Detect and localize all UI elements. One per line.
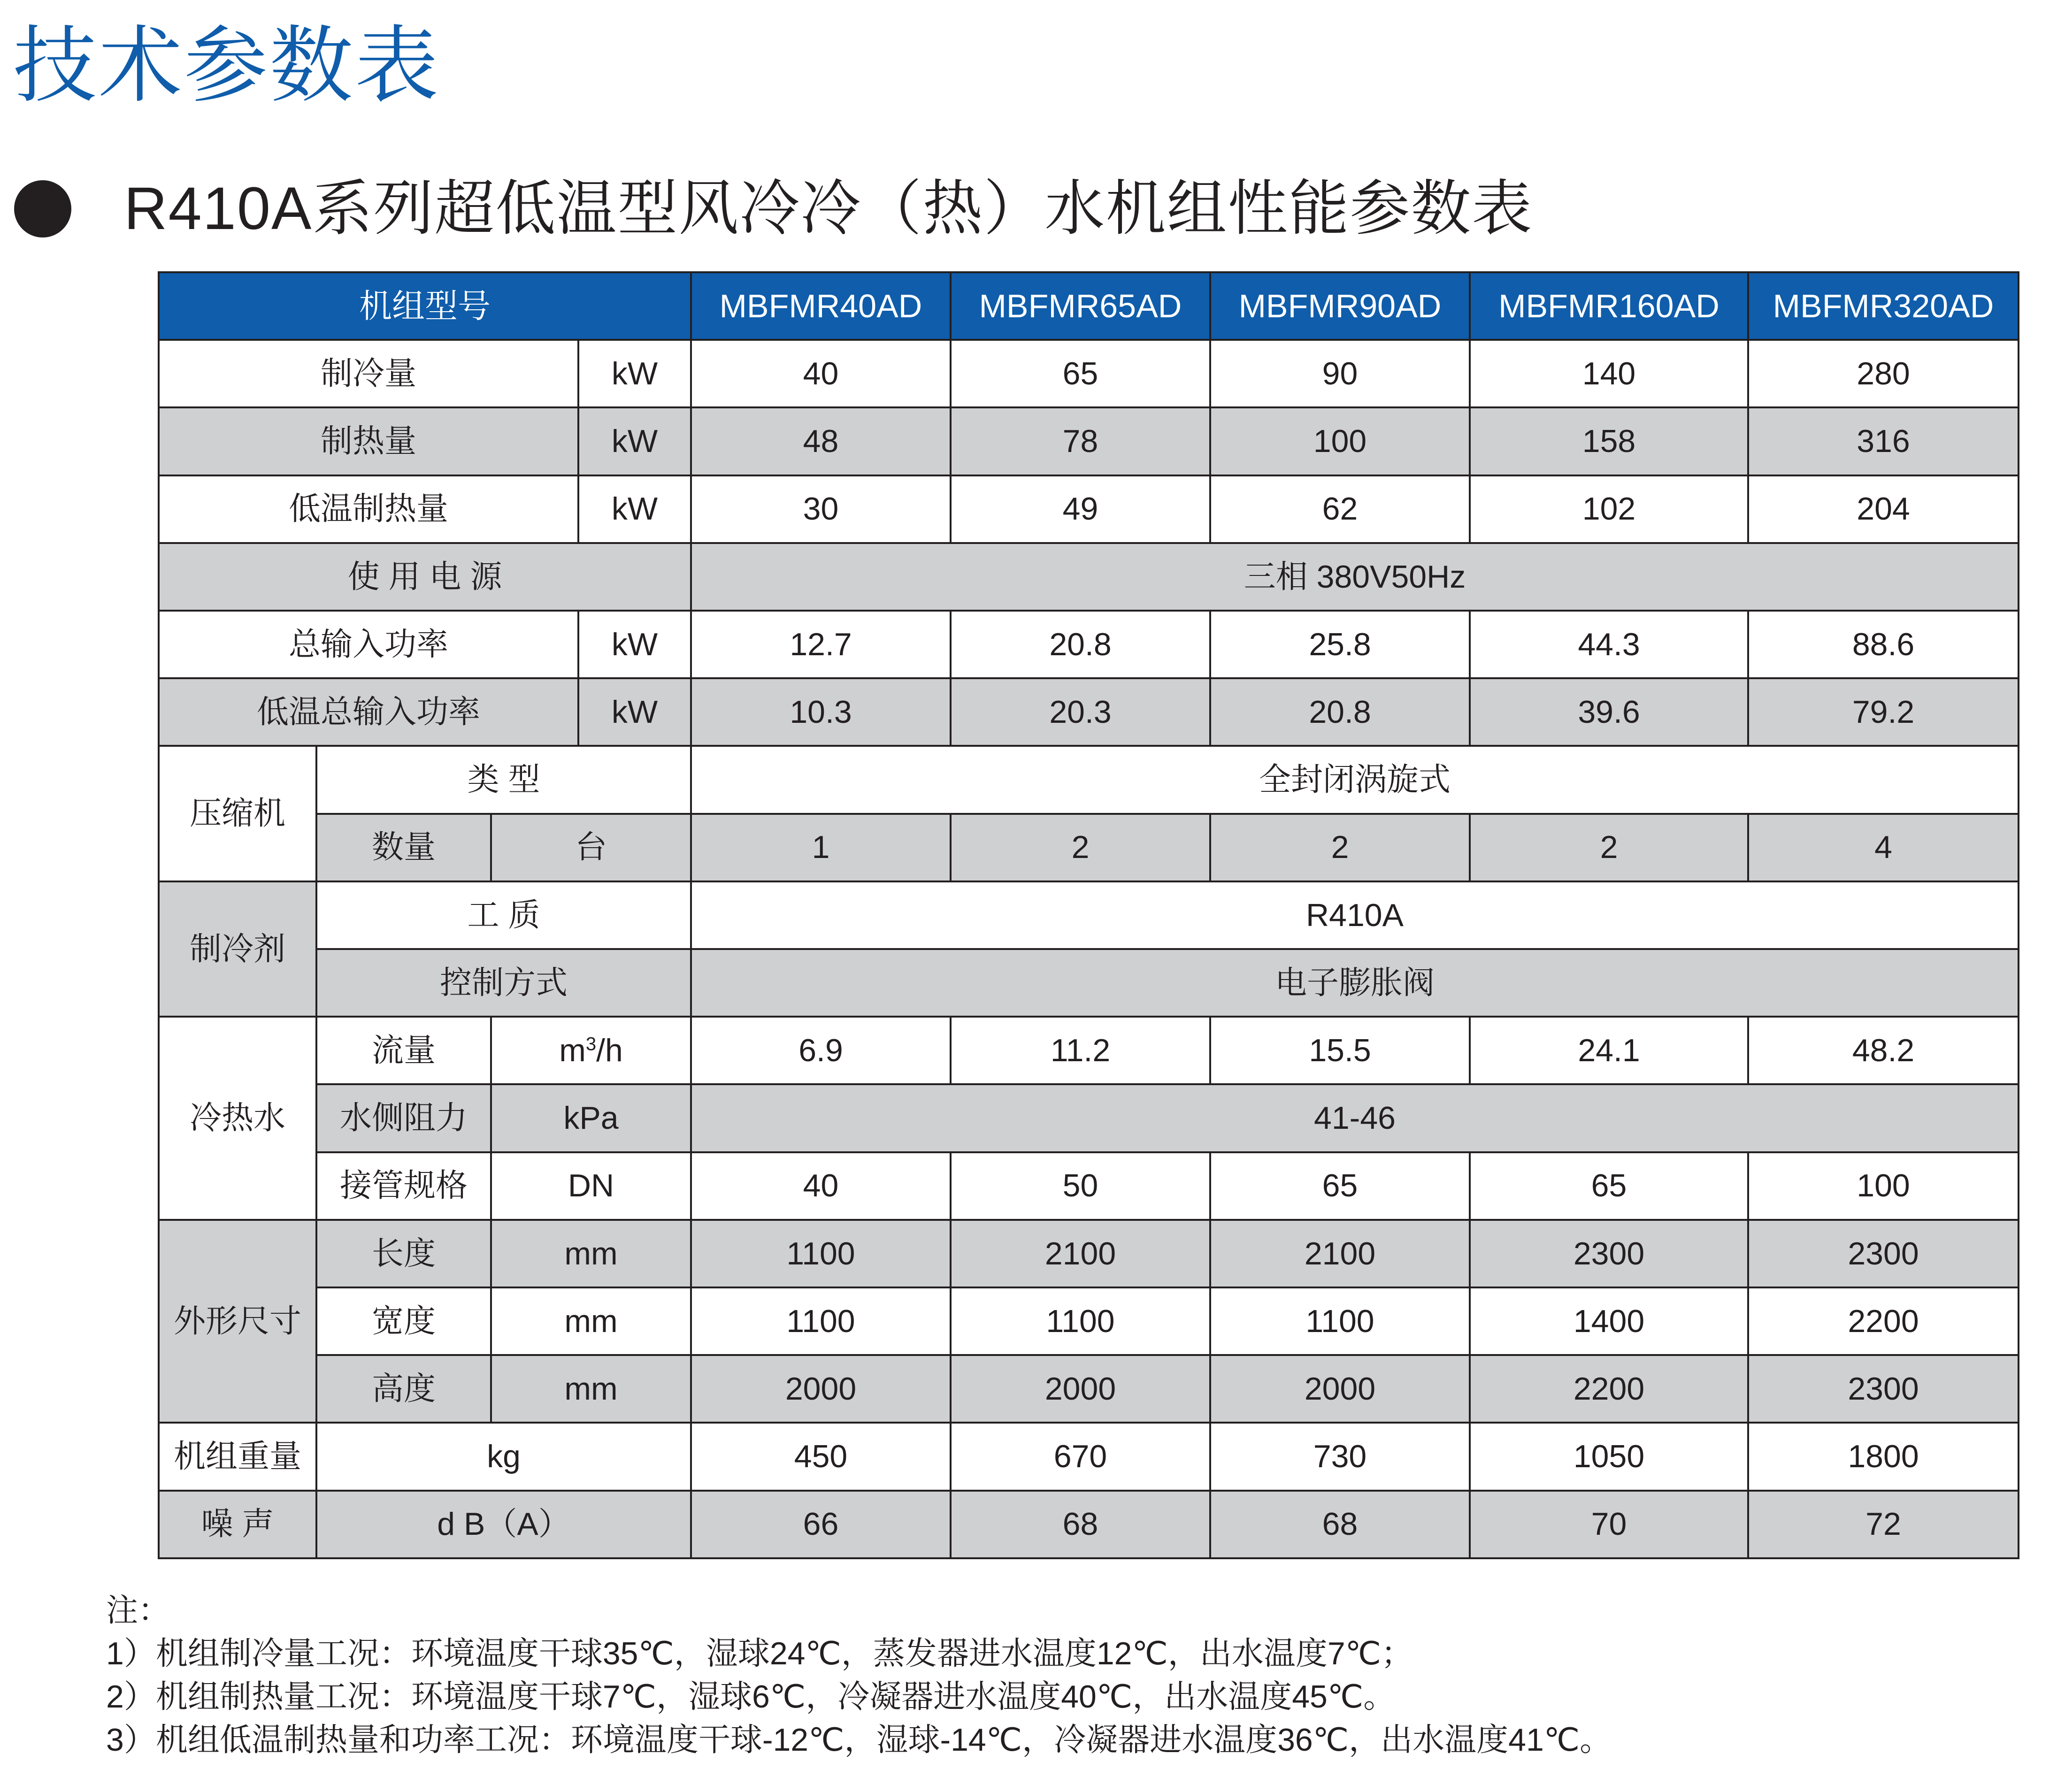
cell: 44.3: [1470, 611, 1748, 678]
row-unit: kW: [578, 340, 691, 407]
cell: 24.1: [1470, 1017, 1748, 1084]
row-label: 控制方式: [316, 949, 691, 1017]
cell: 90: [1210, 340, 1470, 407]
table-row-width: [159, 1287, 2019, 1355]
row-label: 制热量: [159, 407, 578, 475]
note-item: 2）机组制热量工况：环境温度干球7℃，湿球6℃，冷凝器进水温度40℃，出水温度45℃。: [106, 1679, 1396, 1715]
cell: 2000: [1210, 1355, 1470, 1423]
group-label-water: 冷热水: [159, 1017, 316, 1220]
cell: 2300: [1748, 1220, 2019, 1287]
cell: 2300: [1748, 1355, 2019, 1423]
row-label: 数量: [316, 814, 491, 881]
cell: 20.8: [951, 611, 1210, 678]
merged-cell: 41-46: [691, 1084, 2019, 1152]
table-row-refrigerant-control: [159, 949, 2019, 1017]
cell: 12.7: [691, 611, 951, 678]
cell: 4: [1748, 814, 2019, 881]
cell: 72: [1748, 1491, 2019, 1558]
row-label: 低温总输入功率: [159, 678, 578, 746]
notes-heading: 注：: [106, 1593, 170, 1628]
spec-table: [158, 271, 2019, 1559]
notes: [106, 1589, 1612, 1761]
row-unit: kW: [578, 407, 691, 475]
cell: 2100: [1210, 1220, 1470, 1287]
row-label: 接管规格: [316, 1152, 491, 1220]
note-item: 1）机组制冷量工况：环境温度干球35℃，湿球24℃，蒸发器进水温度12℃，出水温度7℃；: [106, 1636, 1413, 1671]
row-label: 水侧阻力: [316, 1084, 491, 1152]
cell: 65: [951, 340, 1210, 407]
cell: 30: [691, 475, 951, 543]
header-row: [159, 272, 2019, 340]
table-row-length: [159, 1220, 2019, 1287]
group-label-dimensions: 外形尺寸: [159, 1220, 316, 1423]
merged-cell: 全封闭涡旋式: [691, 746, 2019, 813]
row-unit: mm: [491, 1287, 691, 1355]
cell: 1100: [691, 1287, 951, 1355]
table-row-heating: [159, 407, 2019, 475]
row-label: 噪 声: [159, 1491, 316, 1558]
unit-base: m: [559, 1032, 586, 1068]
model-header: MBFMR90AD: [1210, 272, 1470, 340]
cell: 1100: [951, 1287, 1210, 1355]
row-label: 高度: [316, 1355, 491, 1423]
cell: 450: [691, 1423, 951, 1490]
model-header: MBFMR65AD: [951, 272, 1210, 340]
model-header: MBFMR320AD: [1748, 272, 2019, 340]
table-row-power-supply: [159, 543, 2019, 611]
cell: 2200: [1748, 1287, 2019, 1355]
cell: 2000: [951, 1355, 1210, 1423]
cell: 1050: [1470, 1423, 1748, 1490]
row-label: 类 型: [316, 746, 691, 813]
cell: 100: [1210, 407, 1470, 475]
cell: 50: [951, 1152, 1210, 1220]
cell: 25.8: [1210, 611, 1470, 678]
table-row-cooling: [159, 340, 2019, 407]
cell: 280: [1748, 340, 2019, 407]
cell: 2100: [951, 1220, 1210, 1287]
row-unit: kW: [578, 678, 691, 746]
cell: 670: [951, 1423, 1210, 1490]
group-label-compressor: 压缩机: [159, 746, 316, 881]
row-unit: DN: [491, 1152, 691, 1220]
row-unit: 台: [491, 814, 691, 881]
cell: 2300: [1470, 1220, 1748, 1287]
table-row-weight: [159, 1423, 2019, 1490]
cell: 204: [1748, 475, 2019, 543]
group-label-refrigerant: 制冷剂: [159, 881, 316, 1017]
cell: 88.6: [1748, 611, 2019, 678]
cell: 49: [951, 475, 1210, 543]
cell: 2000: [691, 1355, 951, 1423]
model-header: MBFMR160AD: [1470, 272, 1748, 340]
table-row-low-temp-heating: [159, 475, 2019, 543]
section-title: R410A系列超低温型风冷冷（热）水机组性能参数表: [124, 175, 1533, 242]
row-label: 总输入功率: [159, 611, 578, 678]
cell: 11.2: [951, 1017, 1210, 1084]
cell: 2: [951, 814, 1210, 881]
row-label: 低温制热量: [159, 475, 578, 543]
cell: 65: [1470, 1152, 1748, 1220]
merged-cell: 三相 380V50Hz: [691, 543, 2019, 611]
row-unit: kPa: [491, 1084, 691, 1152]
cell: 48.2: [1748, 1017, 2019, 1084]
table-row-water-resistance: [159, 1084, 2019, 1152]
merged-cell: R410A: [691, 881, 2019, 949]
cell: 15.5: [1210, 1017, 1470, 1084]
cell: 6.9: [691, 1017, 951, 1084]
row-unit: kW: [578, 475, 691, 543]
cell: 158: [1470, 407, 1748, 475]
row-unit: mm: [491, 1355, 691, 1423]
cell: 1100: [691, 1220, 951, 1287]
cell: 100: [1748, 1152, 2019, 1220]
cell: 79.2: [1748, 678, 2019, 746]
table-row-water-flow: [159, 1017, 2019, 1084]
row-label: 机组重量: [159, 1423, 316, 1490]
cell: 102: [1470, 475, 1748, 543]
table-row-total-input: [159, 611, 2019, 678]
cell: 48: [691, 407, 951, 475]
cell: 2: [1470, 814, 1748, 881]
model-label: 机组型号: [159, 272, 691, 340]
cell: 1100: [1210, 1287, 1470, 1355]
table-row-low-temp-input: [159, 678, 2019, 746]
row-label: 宽度: [316, 1287, 491, 1355]
row-label: 工 质: [316, 881, 691, 949]
note-item: 3）机组低温制热量和功率工况：环境温度干球-12℃，湿球-14℃，冷凝器进水温度36℃，出水温度41℃。: [106, 1722, 1612, 1758]
row-unit: [491, 1017, 691, 1084]
cell: 1: [691, 814, 951, 881]
cell: 20.3: [951, 678, 1210, 746]
model-header: MBFMR40AD: [691, 272, 951, 340]
table-row-noise: [159, 1491, 2019, 1558]
cell: 140: [1470, 340, 1748, 407]
row-unit: mm: [491, 1220, 691, 1287]
cell: 39.6: [1470, 678, 1748, 746]
cell: 2200: [1470, 1355, 1748, 1423]
page-title: 技术参数表: [13, 19, 440, 112]
row-label: 制冷量: [159, 340, 578, 407]
cell: 40: [691, 1152, 951, 1220]
row-label: 使 用 电 源: [159, 543, 691, 611]
cell: 78: [951, 407, 1210, 475]
merged-cell: 电子膨胀阀: [691, 949, 2019, 1017]
unit-superscript: 3: [585, 1034, 597, 1055]
cell: 70: [1470, 1491, 1748, 1558]
cell: 1800: [1748, 1423, 2019, 1490]
cell: 316: [1748, 407, 2019, 475]
table-row-height: [159, 1355, 2019, 1423]
cell: 65: [1210, 1152, 1470, 1220]
cell: 62: [1210, 475, 1470, 543]
cell: 2: [1210, 814, 1470, 881]
unit-tail: /h: [596, 1032, 623, 1068]
cell: 10.3: [691, 678, 951, 746]
row-label: 流量: [316, 1017, 491, 1084]
cell: 20.8: [1210, 678, 1470, 746]
bullet-icon: [14, 180, 71, 237]
cell: 68: [951, 1491, 1210, 1558]
table-row-refrigerant-medium: [159, 881, 2019, 949]
cell: 1400: [1470, 1287, 1748, 1355]
cell: 68: [1210, 1491, 1470, 1558]
table-row-compressor-type: [159, 746, 2019, 813]
table-row-compressor-count: [159, 814, 2019, 881]
table-row-pipe-spec: [159, 1152, 2019, 1220]
section-heading: [14, 169, 1533, 249]
row-unit: d B（A）: [316, 1491, 691, 1558]
row-label: 长度: [316, 1220, 491, 1287]
row-unit: kg: [316, 1423, 691, 1490]
row-unit: kW: [578, 611, 691, 678]
cell: 66: [691, 1491, 951, 1558]
cell: 730: [1210, 1423, 1470, 1490]
cell: 40: [691, 340, 951, 407]
